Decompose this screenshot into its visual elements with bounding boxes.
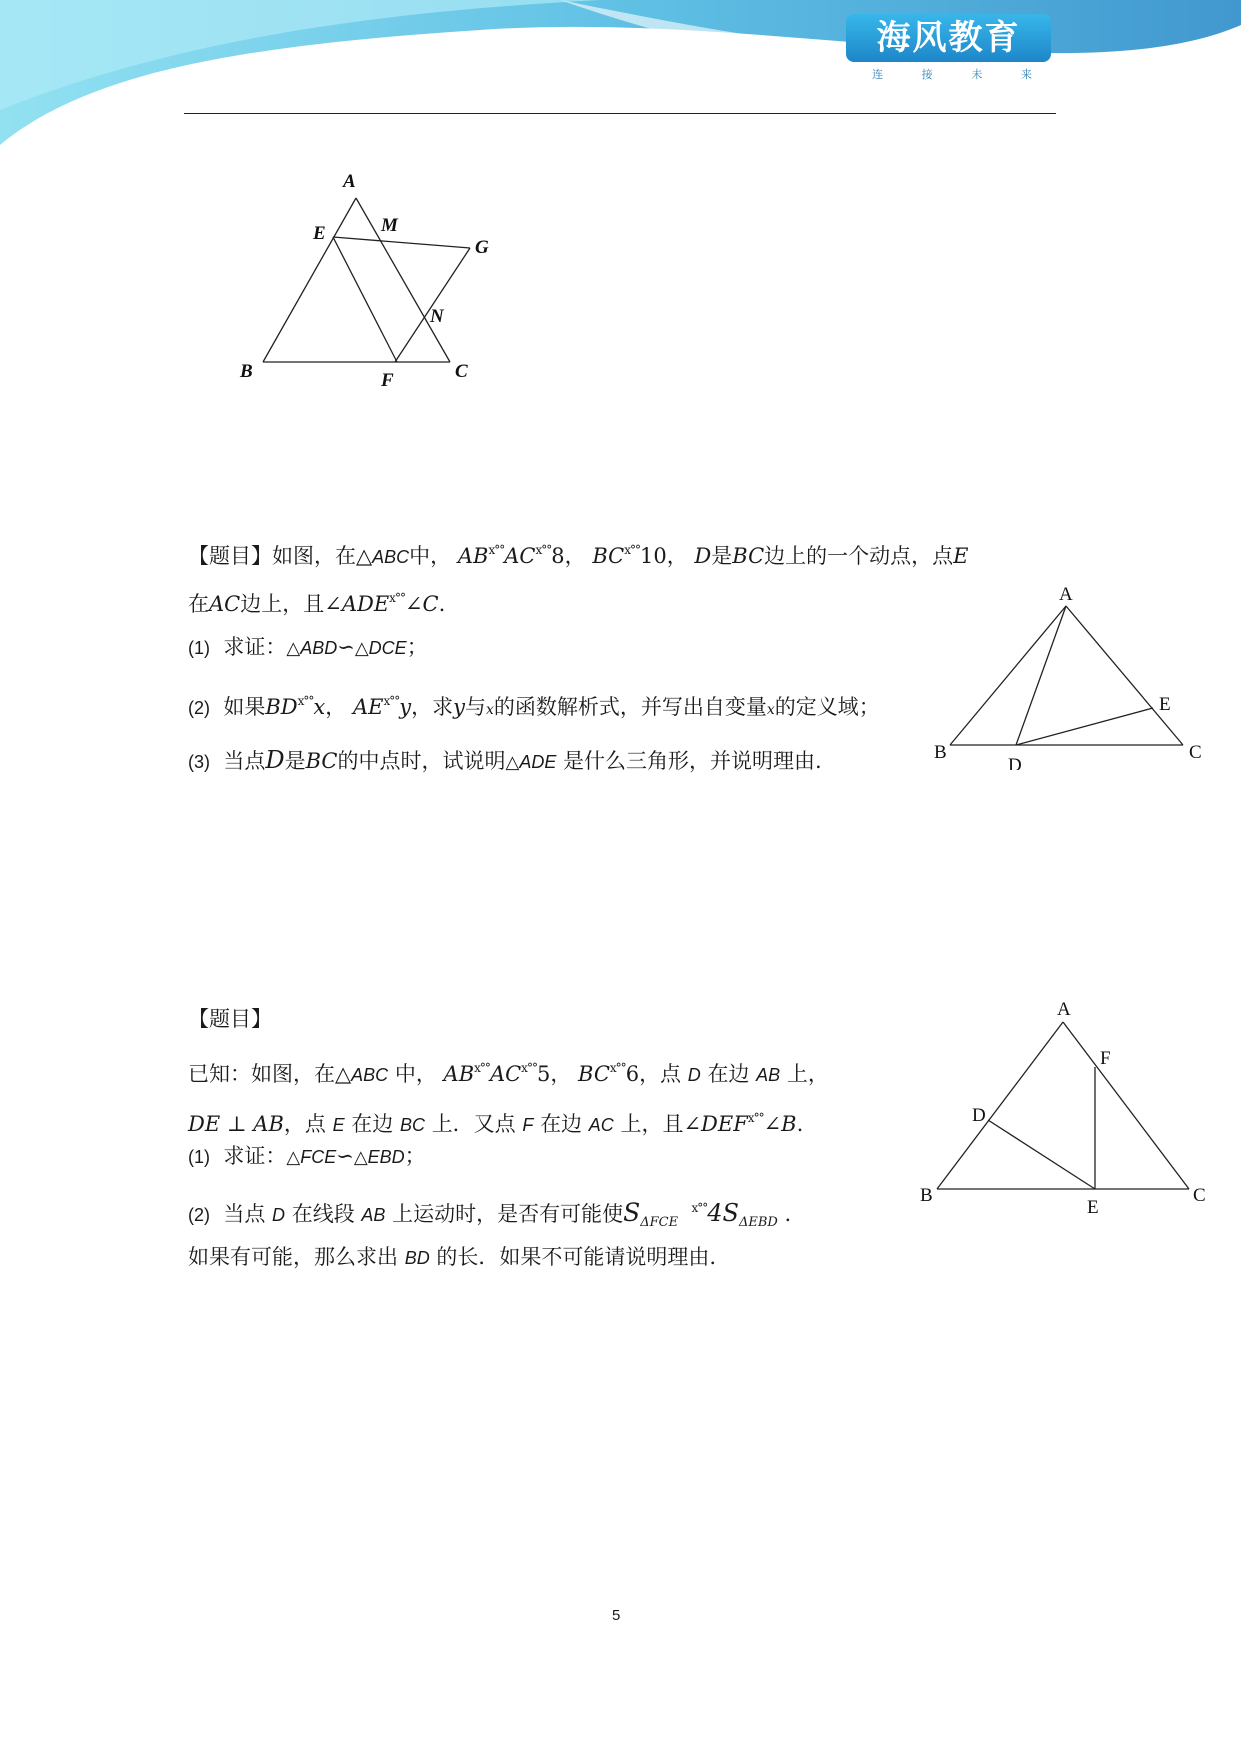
p2-last-line: 如果有可能，那么求出 BD 的长．如果不可能请说明理由. — [188, 1245, 717, 1269]
fig2-label-D: D — [1008, 755, 1022, 770]
fig1-label-N: N — [430, 306, 444, 327]
figure-1-triangle — [230, 165, 500, 395]
fig2-label-C: C — [1189, 742, 1202, 763]
p1-question-3: (3) 当点D是BC的中点时，试说明△ADE 是什么三角形，并说明理由. — [188, 746, 822, 774]
figure-2-triangle — [928, 580, 1208, 770]
p2-tag: 【题目】 — [188, 1007, 272, 1031]
brand-logo — [846, 14, 1051, 86]
p2-question-1: (1) 求证：△FCE∽△EBD； — [188, 1144, 426, 1168]
header-wave-decoration — [0, 0, 1241, 150]
fig3-label-A: A — [1057, 1000, 1071, 1020]
p2-question-2: (2) 当点 D 在线段 AB 上运动时，是否有可能使$S_{\Delta FCE}$ $^{x^\circ^\circ}4S_{\Delta EBD}$ . — [188, 1198, 792, 1231]
p1-line-1: 【题目】如图，在△ABC中， $AB^{x^\circ^\circ}AC^{x^\circ^\circ}8$， $BC^{x^\circ^\circ}10$， D是BC边上的一个动点，点E — [188, 543, 969, 568]
fig1-label-E: E — [313, 223, 326, 244]
fig1-label-F: F — [381, 370, 394, 391]
header-rule — [184, 113, 1056, 114]
fig3-label-F: F — [1100, 1048, 1111, 1069]
fig3-label-E: E — [1087, 1197, 1099, 1218]
p2-line-2: DE ⊥ AB，点 E 在边 BC 上．又点 F 在边 AC 上，且$\angle DEF^{x^\circ^\circ}\angle B$. — [188, 1111, 804, 1136]
p1-question-2: (2) 如果$BD^{x^\circ^\circ}x$， $AE^{x^\circ^\circ}y$，求y与x的函数解析式，并写出自变量x的定义域； — [188, 694, 880, 719]
fig2-label-A: A — [1059, 584, 1073, 605]
figure-3-triangle — [910, 1000, 1210, 1225]
fig1-label-B: B — [240, 361, 253, 382]
fig3-label-C: C — [1193, 1185, 1206, 1206]
fig1-label-M: M — [381, 215, 398, 236]
logo-tagline: 连 接 未 来 — [872, 68, 1032, 81]
p1-question-1: (1) 求证：△ABD∽△DCE； — [188, 635, 428, 659]
p2-line-1: 已知：如图，在△ABC 中， $AB^{x^\circ^\circ}AC^{x^\circ^\circ}5$， $BC^{x^\circ^\circ}6$，点 D 在边 AB 上， — [188, 1061, 829, 1086]
fig1-label-C: C — [455, 361, 468, 382]
fig3-label-D: D — [972, 1105, 986, 1126]
page-number: 5 — [612, 1607, 621, 1624]
fig3-label-B: B — [920, 1185, 933, 1206]
p1-tag: 【题目】 — [188, 544, 272, 568]
fig1-label-A: A — [343, 171, 356, 192]
fig2-label-E: E — [1159, 694, 1171, 715]
p1-line-2: 在AC边上，且$\angle ADE^{x^\circ^\circ}\angle C$. — [188, 591, 446, 616]
logo-wordmark: 海风教育 — [846, 14, 1051, 62]
fig2-label-B: B — [934, 742, 947, 763]
fig1-label-G: G — [475, 237, 489, 258]
